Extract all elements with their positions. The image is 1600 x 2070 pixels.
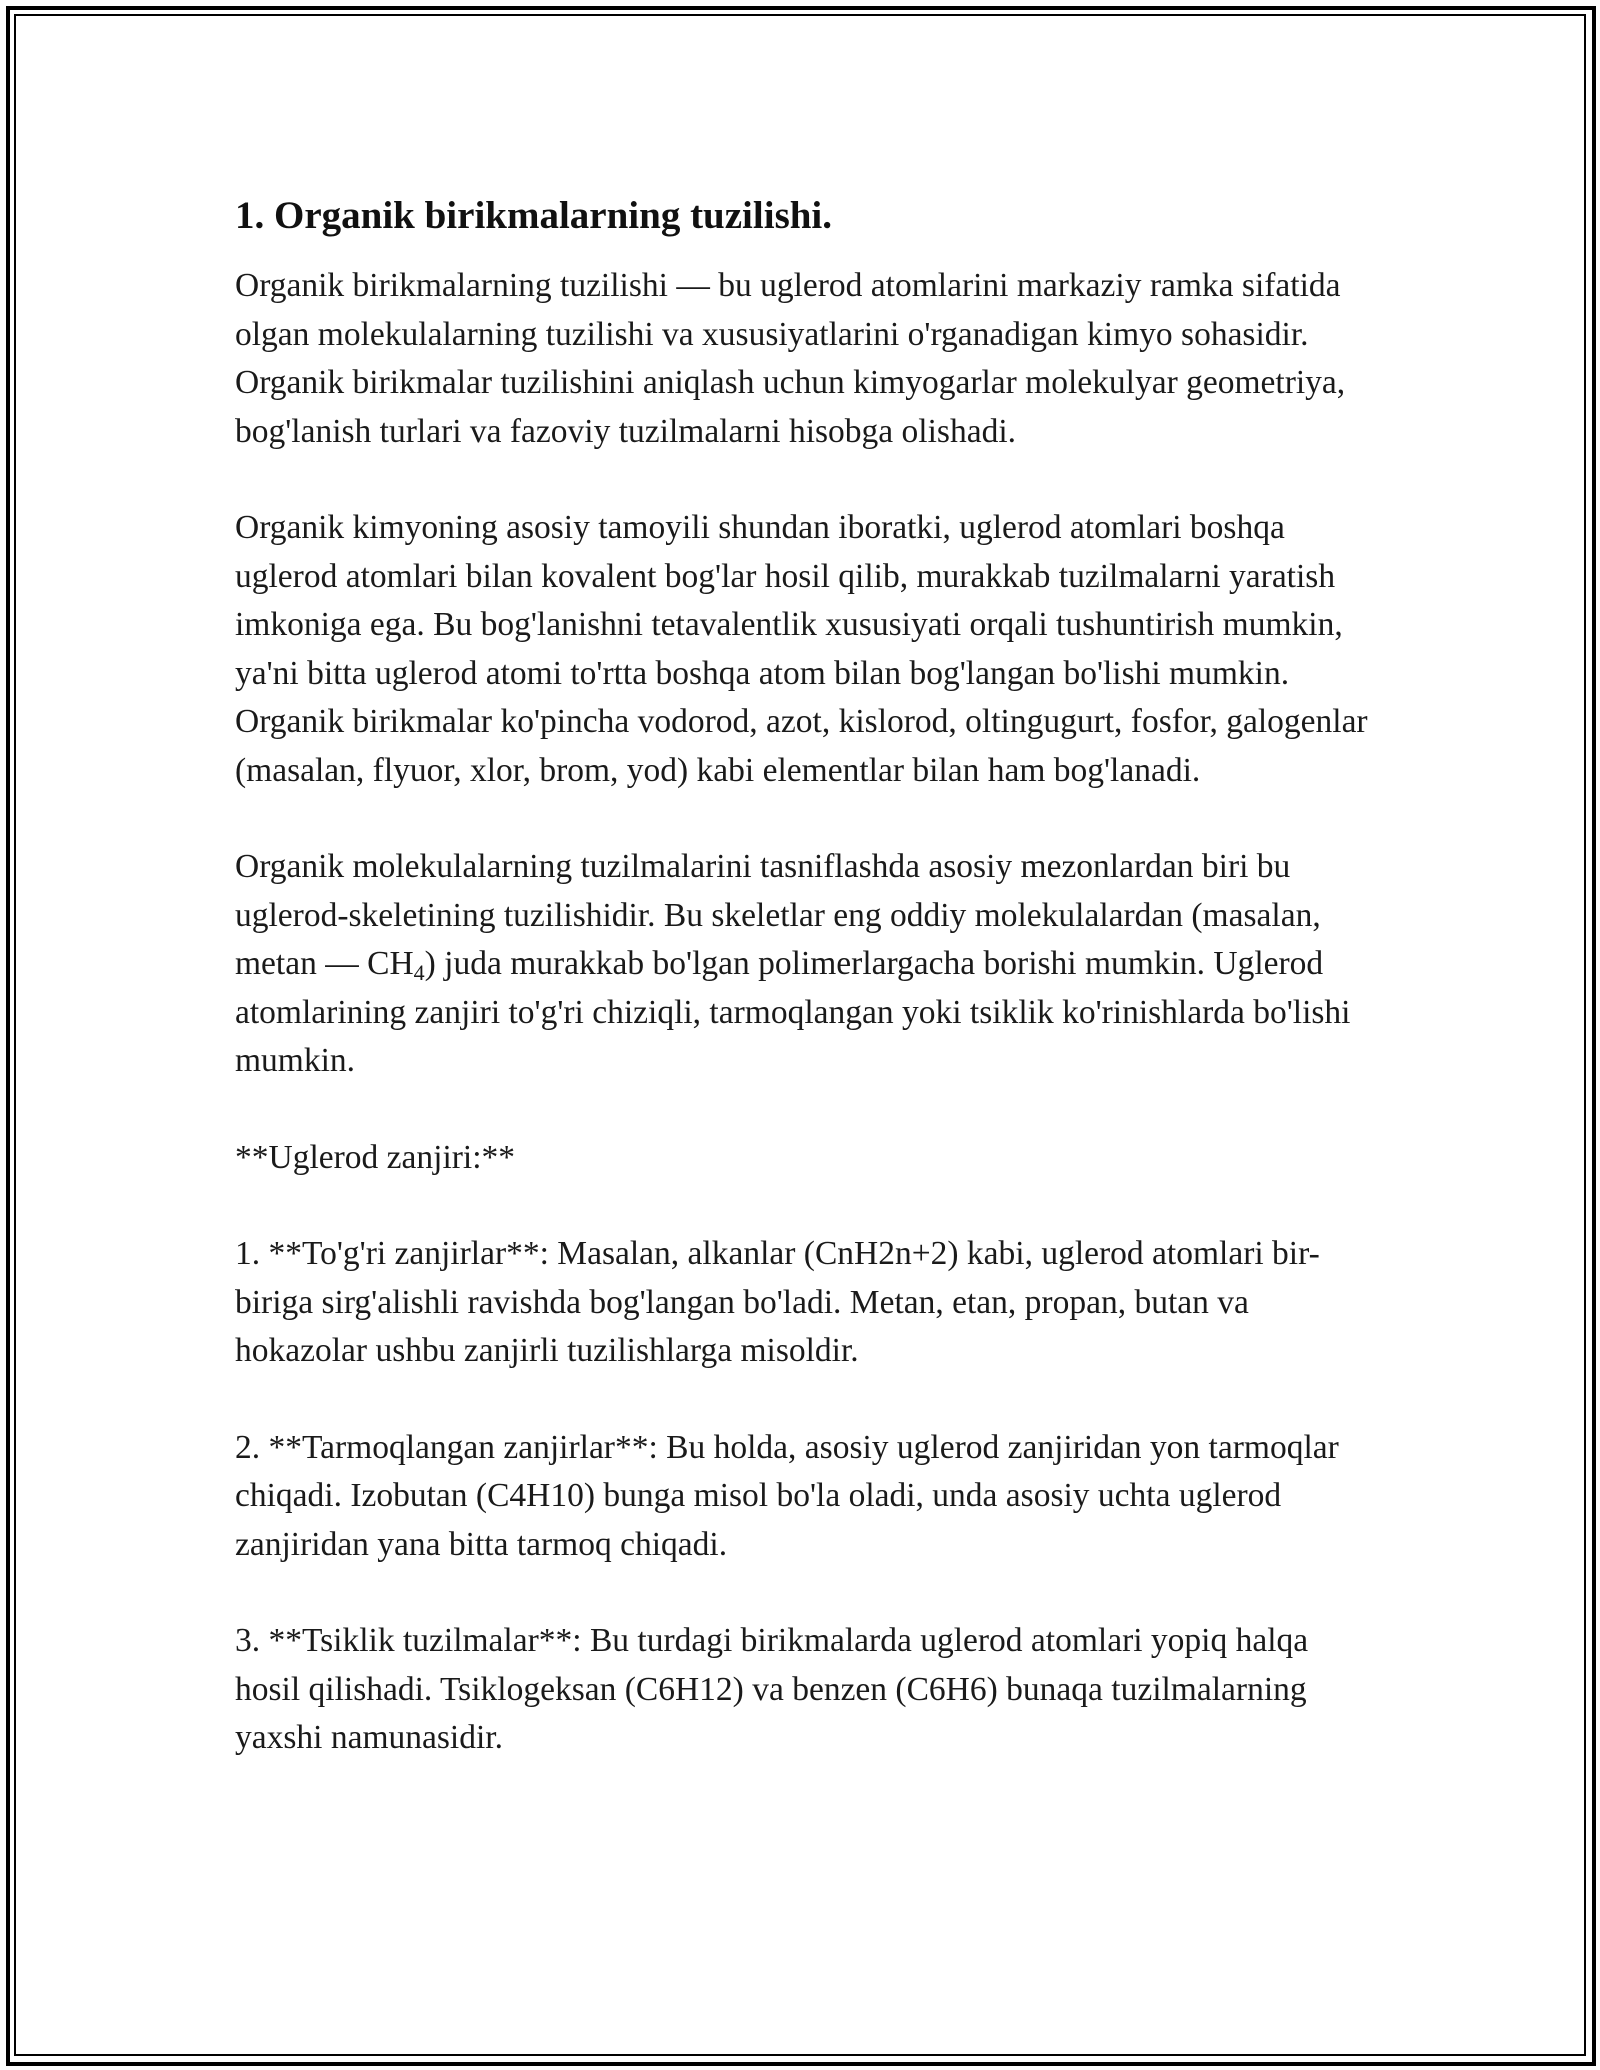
list-item-straight-chains: 1. **To'g'ri zanjirlar**: Masalan, alkanlar (CnH2n+2) kabi, uglerod atomlari bir-biriga sirg'alishli ravishda bog'langan bo'ladi. Metan, etan, propan, butan va hokazolar ushbu zanjirli tuzilishlarga misoldir. <box>235 1235 1320 1369</box>
methane-subscript: 4 <box>413 960 425 985</box>
paragraph-principle: Organik kimyoning asosiy tamoyili shundan iboratki, uglerod atomlari boshqa uglerod atomlari bilan kovalent bog'lar hosil qilib, murakkab tuzilmalarni yaratish imkoniga ega. Bu bog'lanishni tetavalentlik xususiyati orqali tushuntirish mumkin, ya'ni bitta uglerod atomi to'rtta boshqa atom bilan bog'langan bo'lishi mumkin. Organik birikmalar ko'pincha vodorod, azot, kislorod, oltingugurt, fosfor, galogenlar (masalan, flyuor, xlor, brom, yod) kabi elementlar bilan ham bog'lanadi. <box>235 509 1368 789</box>
subheading-carbon-chain: **Uglerod zanjiri:** <box>235 1138 516 1176</box>
list-item-branched-chains: 2. **Tarmoqlangan zanjirlar**: Bu holda, asosiy uglerod zanjiridan yon tarmoqlar chiqadi. Izobutan (C4H10) bunga misol bo'la oladi, unda asosiy uchta uglerod zanjiridan yana bitta tarmoq chiqadi. <box>235 1428 1339 1563</box>
section-heading: 1. Organik birikmalarning tuzilishi. <box>235 194 833 237</box>
paragraph-skeleton-part1: Organik molekulalarning tuzilmalarini tasniflashda asosiy mezonlardan biri bu uglerod-skeletining tuzilishidir. Bu skeletlar eng oddiy molekulalardan (masalan, metan — CH <box>235 848 1321 982</box>
document-body <box>235 188 1375 1811</box>
paragraph-skeleton-part2: ) juda murakkab bo'lgan polimerlargacha borishi mumkin. Uglerod atomlarining zanjiri to'g'ri chiziqli, tarmoqlangan yoki tsiklik ko'rinishlarda bo'lishi mumkin. <box>235 945 1351 1079</box>
list-item-cyclic-structures: 3. **Tsiklik tuzilmalar**: Bu turdagi birikmalarda uglerod atomlari yopiq halqa hosil qilishadi. Tsiklogeksan (C6H12) va benzen (C6H6) bunaqa tuzilmalarning yaxshi namunasidir. <box>235 1622 1309 1756</box>
paragraph-intro: Organik birikmalarning tuzilishi — bu uglerod atomlarini markaziy ramka sifatida olgan molekulalarning tuzilishi va xususiyatlarini o'rganadigan kimyo sohasidir. Organik birikmalar tuzilishini aniqlash uchun kimyogarlar molekulyar geometriya, bog'lanish turlari va fazoviy tuzilmalarni hisobga olishadi. <box>235 267 1346 450</box>
paragraph-skeleton <box>235 843 1375 1086</box>
